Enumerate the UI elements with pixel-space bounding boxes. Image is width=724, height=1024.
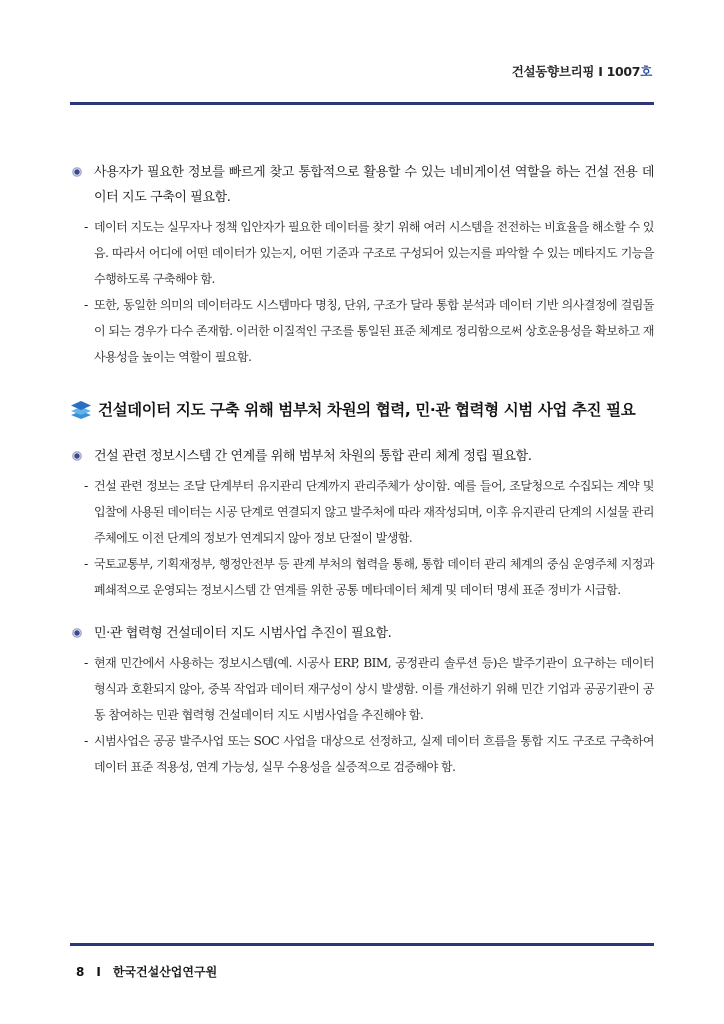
layers-icon bbox=[70, 400, 92, 420]
bullet-text: 민·관 협력형 건설데이터 지도 시범사업 추진이 필요함. bbox=[94, 626, 392, 641]
dash-marker: - bbox=[84, 220, 88, 234]
dash-paragraph bbox=[70, 214, 654, 292]
dash-marker: - bbox=[84, 557, 88, 571]
dash-marker: - bbox=[84, 298, 88, 312]
header-title-accent: 호 bbox=[640, 64, 652, 79]
body-content bbox=[70, 160, 654, 780]
circle-bullet-icon bbox=[72, 167, 82, 177]
section-title-text: 건설데이터 지도 구축 위해 범부처 차원의 협력, 민·관 협력형 시범 사업 추진 필요 bbox=[98, 401, 636, 419]
dash-marker: - bbox=[84, 656, 88, 670]
bullet-paragraph bbox=[70, 160, 654, 210]
dash-paragraph bbox=[70, 473, 654, 551]
dash-text: 시범사업은 공공 발주사업 또는 SOC 사업을 대상으로 선정하고, 실제 데이터 흐름을 통합 지도 구조로 구축하여 데이터 표준 적용성, 연계 가능성, 실무 수용성을 실증적으로 검증해야 함. bbox=[94, 734, 654, 774]
dash-paragraph bbox=[70, 728, 654, 780]
dash-text: 현재 민간에서 사용하는 정보시스템(예. 시공사 ERP, BIM, 공정관리 솔루션 등)은 발주기관이 요구하는 데이터 형식과 호환되지 않아, 중복 작업과 데이터 재구성이 상시 발생함. 이를 개선하기 위해 민간 기업과 공공기관이 공동 참여하는 민관 협력형 건설데이터 지도 시범사업을 추진해야 함. bbox=[94, 656, 654, 722]
dash-marker: - bbox=[84, 479, 88, 493]
header-rule bbox=[70, 102, 654, 105]
header-title: 건설동향브리핑 Ⅰ 1007 bbox=[511, 64, 641, 79]
dash-paragraph bbox=[70, 551, 654, 603]
footer-separator: Ⅰ bbox=[96, 965, 101, 979]
footer-rule bbox=[70, 943, 654, 946]
dash-text: 또한, 동일한 의미의 데이터라도 시스템마다 명칭, 단위, 구조가 달라 통합 분석과 데이터 기반 의사결정에 걸림돌이 되는 경우가 다수 존재함. 이러한 이질적인 구조를 통일된 표준 체계로 정리함으로써 상호운용성을 확보하고 재사용성을 높이는 역할이 필요함. bbox=[94, 298, 654, 364]
bullet-text: 사용자가 필요한 정보를 빠르게 찾고 통합적으로 활용할 수 있는 네비게이션 역할을 하는 건설 전용 데이터 지도 구축이 필요함. bbox=[94, 165, 654, 205]
page-footer bbox=[76, 963, 217, 980]
dash-marker: - bbox=[84, 734, 88, 748]
bullet-text: 건설 관련 정보시스템 간 연계를 위해 범부처 차원의 통합 관리 체계 정립 필요함. bbox=[94, 449, 532, 464]
dash-text: 데이터 지도는 실무자나 정책 입안자가 필요한 데이터를 찾기 위해 여러 시스템을 전전하는 비효율을 해소할 수 있음. 따라서 어디에 어떤 데이터가 있는지, 어떤 기준과 구조로 구성되어 있는지를 파악할 수 있는 메타지도 기능을 수행하도록 구축해야 함. bbox=[94, 220, 654, 286]
bullet-paragraph bbox=[70, 444, 654, 469]
running-header bbox=[512, 62, 652, 80]
page-number: 8 bbox=[76, 965, 85, 979]
dash-paragraph bbox=[70, 650, 654, 728]
dash-text: 건설 관련 정보는 조달 단계부터 유지관리 단계까지 관리주체가 상이함. 예를 들어, 조달청으로 수집되는 계약 및 입찰에 사용된 데이터는 시공 단계로 연결되지 않고 발주처에 따라 재작성되며, 이후 유지관리 단계의 시설물 관리주체에도 이전 단계의 정보가 연계되지 않아 정보 단절이 발생함. bbox=[94, 479, 654, 545]
footer-org: 한국건설산업연구원 bbox=[112, 965, 218, 979]
section-heading bbox=[70, 398, 654, 422]
bullet-paragraph bbox=[70, 621, 654, 646]
dash-text: 국토교통부, 기획재정부, 행정안전부 등 관계 부처의 협력을 통해, 통합 데이터 관리 체계의 중심 운영주체 지정과 폐쇄적으로 운영되는 정보시스템 간 연계를 위한 공통 메타데이터 체계 및 데이터 명세 표준 정비가 시급함. bbox=[94, 557, 654, 597]
circle-bullet-icon bbox=[72, 451, 82, 461]
dash-paragraph bbox=[70, 292, 654, 370]
circle-bullet-icon bbox=[72, 628, 82, 638]
